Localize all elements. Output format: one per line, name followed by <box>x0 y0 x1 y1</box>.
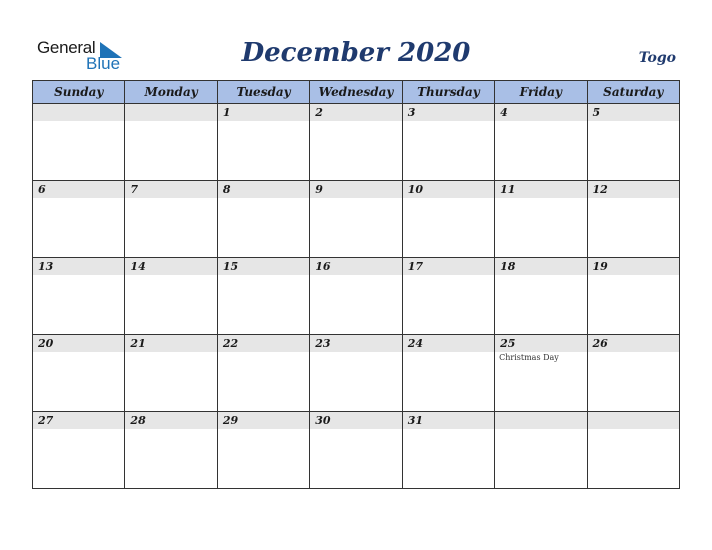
day-number: 17 <box>403 258 494 275</box>
day-cell <box>310 412 402 489</box>
day-cell <box>495 335 587 412</box>
day-number: 10 <box>403 181 494 198</box>
day-number: 8 <box>218 181 309 198</box>
day-cell <box>125 335 217 412</box>
day-number: 29 <box>218 412 309 429</box>
day-number: 18 <box>495 258 586 275</box>
day-number: 1 <box>218 104 309 121</box>
day-number: 22 <box>218 335 309 352</box>
day-cell <box>310 104 402 181</box>
calendar-title: December 2020 <box>241 38 471 68</box>
day-cell <box>217 335 309 412</box>
day-number: 7 <box>125 181 216 198</box>
weekday-header-row <box>33 81 680 104</box>
weekday-monday: Monday <box>125 81 217 104</box>
day-number: 20 <box>33 335 124 352</box>
day-number: 30 <box>310 412 401 429</box>
day-cell <box>587 104 679 181</box>
weekday-tuesday: Tuesday <box>217 81 309 104</box>
day-cell <box>402 258 494 335</box>
day-number: 21 <box>125 335 216 352</box>
day-cell <box>33 335 125 412</box>
logo-word-blue: Blue <box>86 54 121 73</box>
day-cell <box>402 335 494 412</box>
day-cell <box>310 258 402 335</box>
month-calendar <box>32 80 680 489</box>
day-number: 15 <box>218 258 309 275</box>
weekday-thursday: Thursday <box>402 81 494 104</box>
day-cell <box>33 181 125 258</box>
day-cell <box>125 258 217 335</box>
day-number: 26 <box>588 335 679 352</box>
day-cell <box>495 258 587 335</box>
day-cell <box>33 412 125 489</box>
day-cell <box>587 335 679 412</box>
day-number: 2 <box>310 104 401 121</box>
day-cell <box>125 104 217 181</box>
day-number <box>495 412 586 429</box>
day-cell <box>587 258 679 335</box>
day-number: 27 <box>33 412 124 429</box>
country-label: Togo <box>638 50 676 66</box>
week-row <box>33 335 680 412</box>
day-cell <box>217 412 309 489</box>
day-cell <box>587 412 679 489</box>
day-number: 3 <box>403 104 494 121</box>
week-row <box>33 258 680 335</box>
day-number <box>125 104 216 121</box>
day-number: 4 <box>495 104 586 121</box>
day-cell <box>310 181 402 258</box>
day-cell <box>217 104 309 181</box>
day-number: 13 <box>33 258 124 275</box>
day-cell <box>125 412 217 489</box>
day-number: 16 <box>310 258 401 275</box>
day-cell <box>217 181 309 258</box>
day-cell <box>217 258 309 335</box>
weekday-saturday: Saturday <box>587 81 679 104</box>
day-number: 24 <box>403 335 494 352</box>
day-number: 9 <box>310 181 401 198</box>
day-number <box>588 412 679 429</box>
day-cell <box>310 335 402 412</box>
day-cell <box>495 412 587 489</box>
day-number <box>33 104 124 121</box>
day-cell <box>33 258 125 335</box>
day-cell <box>587 181 679 258</box>
day-cell <box>495 181 587 258</box>
day-number: 5 <box>588 104 679 121</box>
day-cell <box>125 181 217 258</box>
day-number: 25 <box>495 335 586 352</box>
day-number: 14 <box>125 258 216 275</box>
logo-word-general: General <box>37 38 96 57</box>
day-number: 6 <box>33 181 124 198</box>
day-cell <box>33 104 125 181</box>
day-cell <box>495 104 587 181</box>
weekday-wednesday: Wednesday <box>310 81 402 104</box>
day-cell <box>402 412 494 489</box>
day-cell <box>402 181 494 258</box>
week-row <box>33 412 680 489</box>
day-number: 31 <box>403 412 494 429</box>
day-number: 12 <box>588 181 679 198</box>
weekday-sunday: Sunday <box>33 81 125 104</box>
day-number: 23 <box>310 335 401 352</box>
day-number: 28 <box>125 412 216 429</box>
day-number: 11 <box>495 181 586 198</box>
holiday-label: Christmas Day <box>499 353 559 362</box>
day-number: 19 <box>588 258 679 275</box>
week-row <box>33 181 680 258</box>
week-row <box>33 104 680 181</box>
day-cell <box>402 104 494 181</box>
weekday-friday: Friday <box>495 81 587 104</box>
